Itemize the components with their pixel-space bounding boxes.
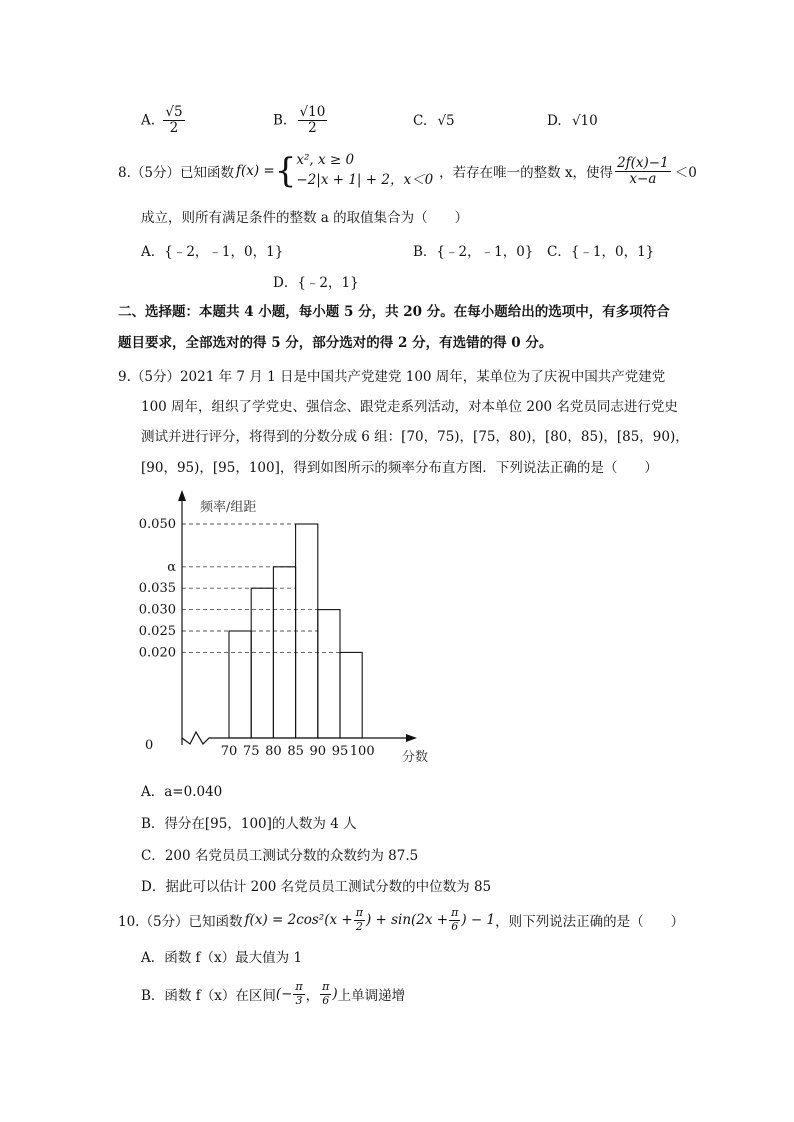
q7-option-b-numerator: √10: [299, 104, 326, 120]
x-axis-arrow: [406, 734, 417, 742]
q7-option-a-denominator: 2: [169, 119, 179, 136]
q10-option-a: A．函数 f（x）最大值为 1: [141, 950, 303, 966]
q7-option-a-numerator: √5: [165, 104, 183, 120]
histogram-bars: [229, 524, 362, 738]
q10-option-b-prefix: B．函数 f（x）在区间: [141, 988, 276, 1004]
section-2-heading-line-2: 题目要求，全部选对的得 5 分，部分选对的得 2 分，有选错的得 0 分。: [118, 335, 553, 351]
x-tick-label-4: 90: [309, 744, 327, 759]
y-tick-label-1: α: [167, 559, 176, 575]
q10-interval-left-fraction: [293, 981, 304, 1006]
q8-mid-text: ，若存在唯一的整数 x，使得: [439, 165, 614, 181]
y-axis-arrow: [178, 490, 186, 501]
section-2-heading-line-1: 二、选择题：本题共 4 小题，每小题 5 分，共 20 分。在每小题给出的选项中，有多项符合: [118, 304, 670, 320]
q8-case-1: x², x ≥ 0: [296, 152, 355, 169]
q8-function-name: f(x) =: [235, 163, 275, 179]
q8-tail: ＜0: [674, 165, 697, 181]
q10-interval-comma: ，: [305, 988, 320, 1004]
x-axis-label: 分数: [402, 750, 429, 765]
y-tick-label-3: 0.030: [138, 602, 176, 618]
q7-option-d: [547, 113, 598, 129]
y-tick-label-0: 0.050: [138, 517, 176, 532]
origin-label: 0: [145, 738, 154, 753]
histogram-bar-5: [340, 652, 362, 738]
q10-interval-right-denominator: 6: [322, 993, 330, 1007]
q10-denominator-2: 2: [355, 919, 363, 933]
q10-stem: [118, 902, 684, 938]
q9-option-b: B．得分在[95，100]的人数为 4 人: [141, 816, 357, 832]
q7-option-c-label: C.: [413, 113, 428, 129]
q7-option-c-value: √5: [437, 113, 455, 129]
q10-option-b-suffix: 上单调递增: [337, 988, 406, 1004]
q8-option-b: B．{﹣2，﹣1，0}: [413, 244, 534, 260]
x-tick-label-6: 100: [349, 744, 375, 759]
q8-option-d: D．{﹣2，1}: [273, 275, 359, 291]
q8-fraction-denominator: x−a: [629, 170, 657, 187]
y-tick-labels: [139, 517, 176, 660]
x-tick-label-5: 95: [331, 744, 349, 759]
y-axis-label: 频率/组距: [200, 500, 257, 515]
axis-break-zigzag: [182, 732, 214, 744]
q7-option-a-label: A.: [141, 112, 156, 129]
q7-option-a-fraction: [163, 105, 184, 136]
q9-line-2: 100 周年，组织了学党史、强信念、跟党走系列活动，对本单位 200 名党员同志进行党史: [141, 399, 678, 415]
x-tick-labels: [221, 744, 375, 759]
q7-option-d-label: D.: [547, 113, 562, 129]
y-tick-label-4: 0.025: [138, 624, 176, 639]
histogram-bar-4: [318, 610, 340, 738]
q10-fraction-pi-over-6: [449, 907, 460, 932]
y-tick-label-2: 0.035: [138, 581, 176, 597]
q10-interval-left-pi: π: [295, 980, 303, 994]
q8-fraction-numerator: 2f(x)−1: [617, 154, 669, 171]
q8-head: 8.（5分）已知函数: [118, 165, 234, 181]
q10-head: 10.（5分）已知函数: [118, 914, 243, 930]
q9-option-c: C．200 名党员员工测试分数的众数约为 87.5: [141, 848, 419, 864]
q7-option-c: [413, 113, 455, 129]
q8-option-a: A．{﹣2，﹣1，0，1}: [141, 244, 284, 260]
q10-formula-part-1: f(x) = 2cos²(x +: [244, 912, 353, 928]
histogram-bar-0: [229, 631, 251, 738]
y-tick-label-5: 0.020: [138, 645, 176, 661]
x-tick-label-3: 85: [287, 744, 304, 759]
q9-option-a: A．a=0.040: [141, 784, 223, 800]
q7-option-b-denominator: 2: [308, 119, 317, 136]
q10-pi-1: π: [355, 906, 363, 920]
q8-line-2: 成立，则所有满足条件的整数 a 的取值集合为（ ）: [141, 210, 469, 226]
q10-pi-2: π: [451, 906, 459, 920]
q10-fraction-pi-over-2: [354, 907, 365, 932]
q8-option-c: C．{﹣1，0，1}: [547, 244, 655, 260]
q10-interval-right-fraction: [320, 981, 331, 1006]
histogram-bar-3: [296, 524, 318, 738]
q10-interval-open: (−: [275, 986, 293, 1002]
q9-line-4: [90，95)，[95，100]，得到如图所示的频率分布直方图．下列说法正确的是（ ）: [141, 460, 658, 476]
q10-tail: ，则下列说法正确的是（ ）: [495, 914, 685, 930]
q10-denominator-6: 6: [451, 919, 459, 933]
q10-option-b: [141, 976, 405, 1012]
x-tick-label-1: 75: [242, 744, 260, 759]
q8-stem: [118, 148, 697, 194]
x-tick-label-2: 80: [265, 744, 282, 759]
q10-interval-left-denominator: 3: [295, 993, 303, 1007]
q10-interval-close: ): [332, 986, 338, 1002]
q8-case-2: −2|x + 1| + 2，x＜0: [296, 172, 434, 188]
q8-piecewise-brace: {: [274, 151, 297, 191]
histogram-guide-lines: [182, 524, 340, 652]
x-tick-label-0: 70: [220, 744, 238, 759]
q10-formula-part-2: ) + sin(2x +: [365, 912, 449, 928]
q7-option-b-fraction: [298, 105, 328, 136]
q7-option-b-label: B.: [273, 112, 288, 129]
histogram-bar-1: [251, 588, 273, 738]
q10-formula-part-3: ) − 1: [461, 912, 496, 928]
q10-interval-right-pi: π: [322, 980, 330, 994]
q7-option-b: [273, 105, 327, 136]
q7-option-a: [141, 105, 185, 136]
histogram-bar-2: [273, 567, 295, 738]
q9-line-1: 9.（5分）2021 年 7 月 1 日是中国共产党建党 100 周年，某单位为了庆祝中国共产党建党: [118, 369, 666, 385]
q8-inequality-fraction: [615, 156, 671, 187]
q7-option-d-value: √10: [571, 113, 598, 129]
q9-line-3: 测试并进行评分，将得到的分数分成 6 组：[70，75)，[75，80)，[80，85)，[85，90)，: [141, 429, 689, 445]
q8-piecewise-cases: [296, 151, 433, 190]
q9-option-d: D．据此可以估计 200 名党员员工测试分数的中位数为 85: [141, 879, 492, 895]
